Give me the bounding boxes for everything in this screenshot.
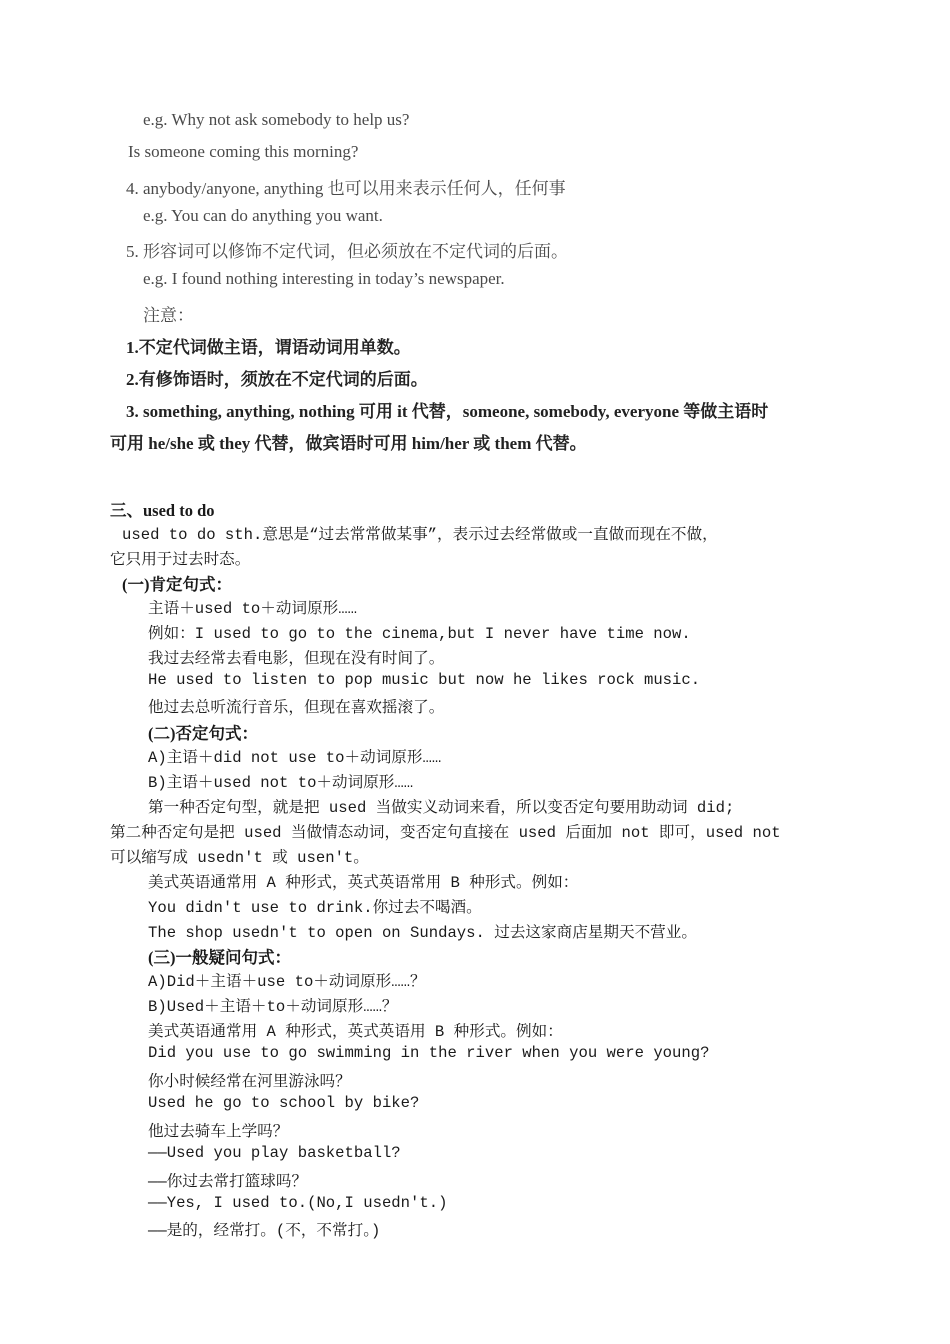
affirmative-example-2-zh: 他过去总听流行音乐，但现在喜欢摇滚了。 xyxy=(148,699,445,717)
example-nothing: e.g. I found nothing interesting in today’s newspaper. xyxy=(143,269,505,288)
question-example-1-en: Did you use to go swimming in the river when you were young? xyxy=(148,1044,710,1062)
note-3-line-1: 3. something, anything, nothing 可用 it 代替，someone, somebody, everyone 等做主语时 xyxy=(126,402,769,421)
negative-explain-line-3: 可以缩写成 usedn't 或 usen't。 xyxy=(110,849,369,867)
negative-usage: 美式英语通常用 A 种形式，英式英语常用 B 种形式。例如： xyxy=(148,874,579,892)
note-3-line-2: 可用 he/she 或 they 代替，做宾语时可用 him/her 或 them 代替。 xyxy=(110,434,587,453)
question-pattern-b: B)Used＋主语＋to＋动词原形……？ xyxy=(148,998,398,1016)
question-example-2-zh: 他过去骑车上学吗？ xyxy=(148,1123,289,1141)
note-2: 2.有修饰语时，须放在不定代词的后面。 xyxy=(126,370,428,389)
example-anything: e.g. You can do anything you want. xyxy=(143,206,383,225)
example-why-not: e.g. Why not ask somebody to help us? xyxy=(143,110,410,129)
intro-line-1: used to do sth.意思是“过去常常做某事”，表示过去经常做或一直做而现在不做， xyxy=(122,526,718,544)
note-label: 注意： xyxy=(143,306,194,325)
negative-example-2: The shop usedn't to open on Sundays. 过去这家商店星期天不营业。 xyxy=(148,924,697,942)
note-1: 1.不定代词做主语，谓语动词用单数。 xyxy=(126,338,411,357)
example-someone-coming: Is someone coming this morning? xyxy=(128,142,359,161)
question-example-2-en: Used he go to school by bike? xyxy=(148,1094,420,1112)
negative-heading: (二)否定句式： xyxy=(148,724,258,743)
dialog-question-en: ——Used you play basketball? xyxy=(148,1144,401,1162)
intro-line-2: 它只用于过去时态。 xyxy=(110,551,251,569)
negative-pattern-a: A)主语＋did not use to＋动词原形…… xyxy=(148,749,442,767)
affirmative-heading: (一)肯定句式： xyxy=(122,575,232,594)
negative-explain-line-1: 第一种否定句型，就是把 used 当做实义动词来看，所以变否定句要用助动词 did; xyxy=(148,799,735,817)
negative-pattern-b: B)主语＋used not to＋动词原形…… xyxy=(148,774,414,792)
question-usage: 美式英语通常用 A 种形式，英式英语用 B 种形式。例如： xyxy=(148,1023,563,1041)
dialog-answer-zh: ——是的，经常打。(不，不常打。) xyxy=(148,1222,381,1240)
question-pattern-a: A)Did＋主语＋use to＋动词原形……？ xyxy=(148,973,426,991)
negative-explain-line-2: 第二种否定句是把 used 当做情态动词，变否定句直接在 used 后面加 not 即可，used not xyxy=(110,824,781,842)
affirmative-example-2-en: He used to listen to pop music but now he likes rock music. xyxy=(148,671,701,689)
affirmative-example-1-zh: 我过去经常去看电影，但现在没有时间了。 xyxy=(148,650,445,668)
dialog-answer-en: ——Yes, I used to.(No,I usedn't.) xyxy=(148,1194,448,1212)
dialog-question-zh: ——你过去常打篮球吗？ xyxy=(148,1173,308,1191)
affirmative-example-1-en: 例如：I used to go to the cinema,but I never have time now. xyxy=(148,625,691,643)
section-heading-used-to: 三、used to do xyxy=(110,501,215,520)
point-4: 4. anybody/anyone, anything 也可以用来表示任何人，任何事 xyxy=(126,179,566,198)
question-heading: (三)一般疑问句式： xyxy=(148,948,291,967)
negative-example-1: You didn't use to drink.你过去不喝酒。 xyxy=(148,899,482,917)
affirmative-pattern: 主语＋used to＋动词原形…… xyxy=(148,600,357,618)
question-example-1-zh: 你小时候经常在河里游泳吗？ xyxy=(148,1073,351,1091)
point-5: 5. 形容词可以修饰不定代词，但必须放在不定代词的后面。 xyxy=(126,242,568,261)
